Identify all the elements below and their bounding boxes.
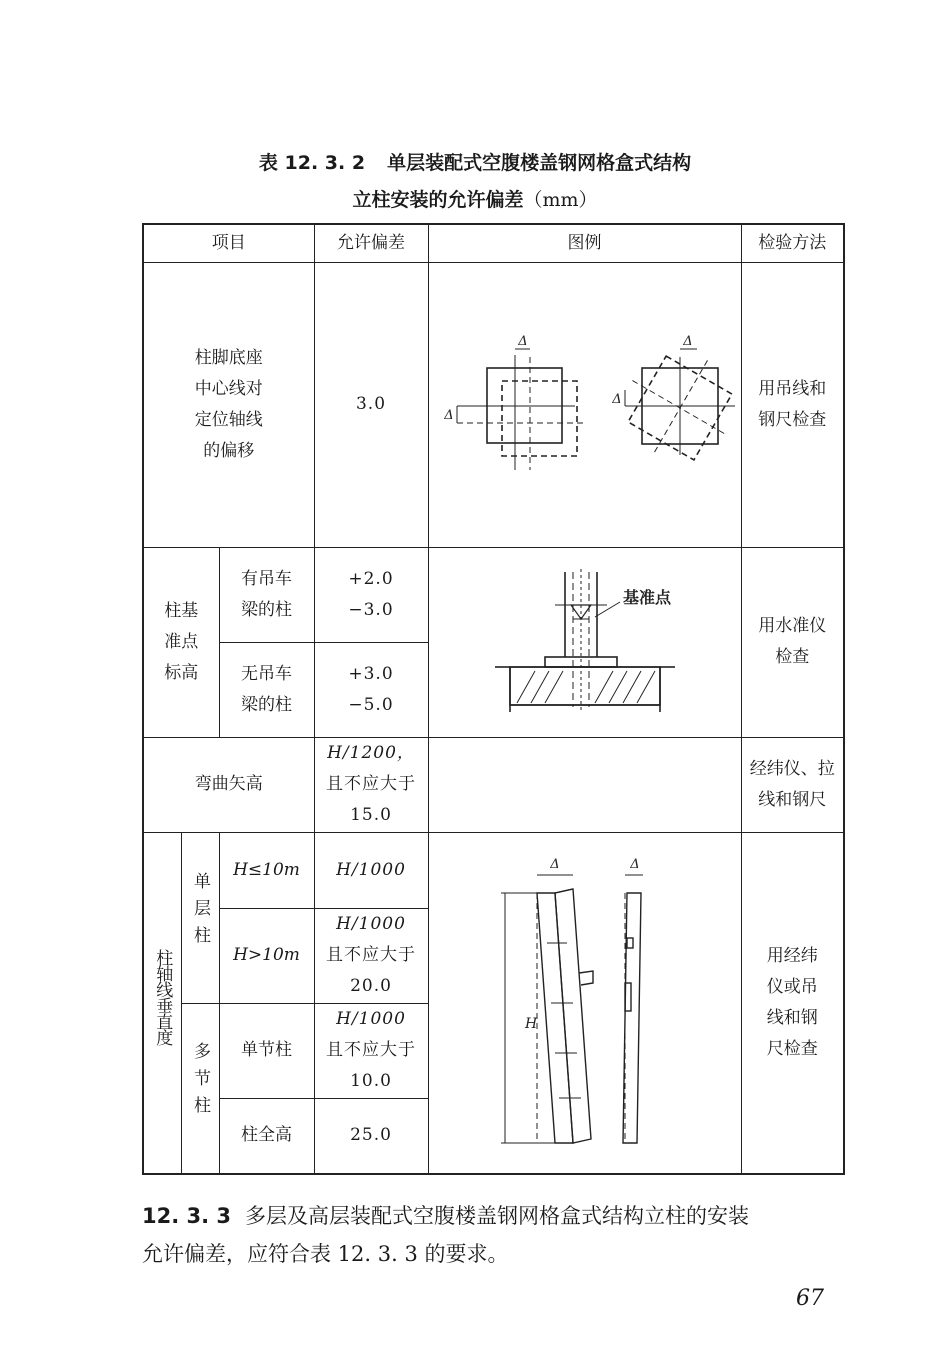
bending-method: 经纬仪、拉 线和钢尺 [741, 737, 844, 832]
bending-item: 弯曲矢高 [143, 737, 314, 832]
verticality-diagram [495, 853, 675, 1153]
delta-label-5: Δ [549, 856, 560, 872]
table-caption-line1 [0, 148, 950, 175]
tolerance-table [142, 223, 845, 1175]
header-row [143, 224, 844, 262]
header-method: 检验方法 [741, 224, 844, 262]
bending-tolerance: H/1200， 且不应大于 15.0 [314, 737, 428, 832]
full-height-tolerance: 25.0 [314, 1098, 428, 1174]
paragraph-line2: 允许偏差，应符合表 12. 3. 3 的要求。 [142, 1242, 509, 1266]
base-offset-method: 用吊线和 钢尺检查 [741, 262, 844, 547]
base-offset-figure [428, 262, 741, 547]
height-gt-10m: H>10m [219, 908, 314, 1003]
table-caption-line2 [0, 185, 950, 212]
header-tolerance: 允许偏差 [314, 224, 428, 262]
page-number: 67 [796, 1286, 824, 1311]
elevation-method: 用水准仪 检查 [741, 547, 844, 737]
delta-label-2: Δ [682, 334, 693, 349]
row-elevation-crane [143, 547, 844, 642]
elevation-with-crane-tolerance: +2.0 −3.0 [314, 547, 428, 642]
height-gt-10m-tolerance: H/1000 且不应大于 20.0 [314, 908, 428, 1003]
bending-figure [428, 737, 741, 832]
table-unit: （mm） [523, 189, 598, 211]
full-height: 柱全高 [219, 1098, 314, 1174]
elevation-without-crane: 无吊车 梁的柱 [219, 642, 314, 737]
header-item: 项目 [143, 224, 314, 262]
elevation-with-crane: 有吊车 梁的柱 [219, 547, 314, 642]
base-plate-dashed [502, 381, 577, 456]
elevation-figure [428, 547, 741, 737]
table-number: 表 12. 3. 2 [258, 152, 366, 174]
height-le-10m: H≤10m [219, 832, 314, 908]
row-vertical-a [143, 832, 844, 908]
single-section-tolerance: H/1000 且不应大于 10.0 [314, 1003, 428, 1098]
elevation-without-crane-tolerance: +3.0 −5.0 [314, 642, 428, 737]
delta-label-4: Δ [611, 391, 622, 407]
multi-section-column: 多节柱 [181, 1003, 219, 1174]
row-base-offset [143, 262, 844, 547]
height-label: H [524, 1015, 537, 1032]
table-title-line1: 单层装配式空腹楼盖钢网格盒式结构 [387, 152, 692, 174]
base-offset-item: 柱脚底座 中心线对 定位轴线 的偏移 [143, 262, 314, 547]
base-offset-tolerance: 3.0 [314, 262, 428, 547]
delta-label-1: Δ [517, 334, 528, 349]
table-title-line2: 立柱安装的允许偏差 [352, 189, 524, 211]
datum-point-label: 基准点 [622, 588, 671, 607]
delta-label-6: Δ [629, 856, 640, 872]
base-offset-diagram [435, 335, 735, 475]
row-bending [143, 737, 844, 832]
single-section: 单节柱 [219, 1003, 314, 1098]
elevation-group: 柱基 准点 标高 [143, 547, 219, 737]
section-number: 12. 3. 3 [142, 1204, 232, 1228]
verticality-figure [428, 832, 741, 1174]
header-figure: 图例 [428, 224, 741, 262]
elevation-diagram [435, 567, 735, 717]
height-le-10m-tolerance: H/1000 [314, 832, 428, 908]
single-story-column: 单层柱 [181, 832, 219, 1003]
verticality-method: 用经纬 仪或吊 线和钢 尺检查 [741, 832, 844, 1174]
delta-label-3: Δ [443, 407, 454, 423]
verticality-group: 柱轴线垂直度 [143, 832, 181, 1174]
paragraph-line1: 12. 3. 3 多层及高层装配式空腹楼盖钢网格盒式结构立柱的安装 [142, 1204, 750, 1228]
